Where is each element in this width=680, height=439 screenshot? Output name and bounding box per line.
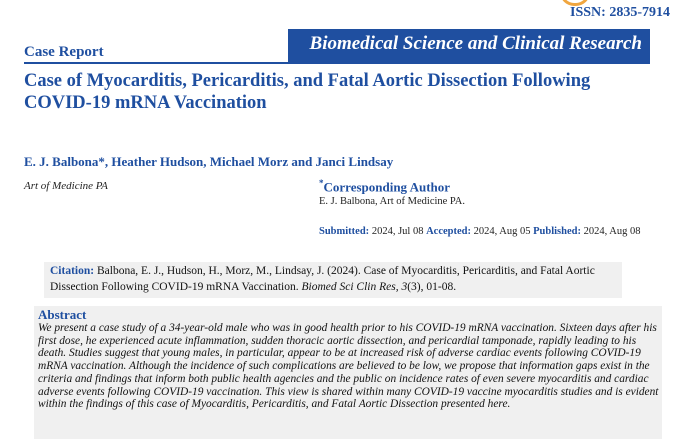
citation-body: Balbona, E. J., Hudson, H., Morz, M., Lindsay, J. (2024). Case of Myocarditis, Pericarditis, and Fatal Aortic Dissection Following COVID-19 mRNA Vaccination.: [50, 265, 595, 293]
citation-journal: Biomed Sci Clin Res, 3: [301, 280, 408, 293]
submitted-date: 2024, Jul 08: [371, 226, 424, 237]
citation-box: [44, 262, 622, 298]
article-type-label: Case Report: [24, 44, 104, 60]
corresponding-author-text: E. J. Balbona, Art of Medicine PA.: [319, 196, 466, 207]
corresponding-marker: *: [319, 178, 324, 188]
author-affiliation: Art of Medicine PA: [24, 180, 108, 192]
corresponding-author-box: [305, 174, 660, 242]
abstract-text: We present a case study of a 34-year-old male who was in good health prior to his COVID-19 mRNA vaccination. Sixteen days after his first dose, he experienced acute inflammation, sudden thoracic aortic dissection, and pericardial tamponade, rapidly leading to his death. Studies suggest that young males, in particular, appear to be at increased risk of adverse cardiac events following COVID-19 mRNA vaccination. Although the incidence of such complications are believed to be low, we propose that information gaps exist in the criteria and findings that inform both public health agencies and the public on incidence rates of even severe myocarditis and cardiac adverse events following COVID-19 vaccination. This view is shared within many COVID-19 vaccine myocarditis studies and is evident within the findings of this case of Myocarditis, Pericarditis, and Fatal Aortic Dissection presented here.: [38, 322, 659, 411]
accepted-date: 2024, Aug 05: [473, 226, 531, 237]
published-date: 2024, Aug 08: [583, 226, 641, 237]
publication-dates: [319, 226, 641, 237]
author-list: E. J. Balbona*, Heather Hudson, Michael Morz and Janci Lindsay: [24, 154, 394, 169]
corresponding-author-label: Corresponding Author: [323, 179, 451, 195]
citation-text: [50, 264, 618, 295]
accepted-label: Accepted:: [426, 226, 471, 237]
abstract-heading: Abstract: [38, 307, 87, 322]
paper-title: Case of Myocarditis, Pericarditis, and Fatal Aortic Dissection Following COVID-19 mRNA Vaccination: [24, 71, 591, 113]
citation-label: Citation:: [50, 265, 95, 277]
issn-label: ISSN: 2835-7914: [570, 5, 670, 20]
abstract-section: [34, 306, 662, 439]
corresponding-author-heading: [319, 178, 450, 195]
published-label: Published:: [533, 226, 581, 237]
journal-banner: [288, 29, 650, 62]
submitted-label: Submitted:: [319, 226, 370, 237]
citation-issue: (3), 01-08.: [407, 280, 457, 293]
header-divider: [24, 62, 650, 64]
journal-title: Biomedical Science and Clinical Research: [309, 33, 642, 54]
